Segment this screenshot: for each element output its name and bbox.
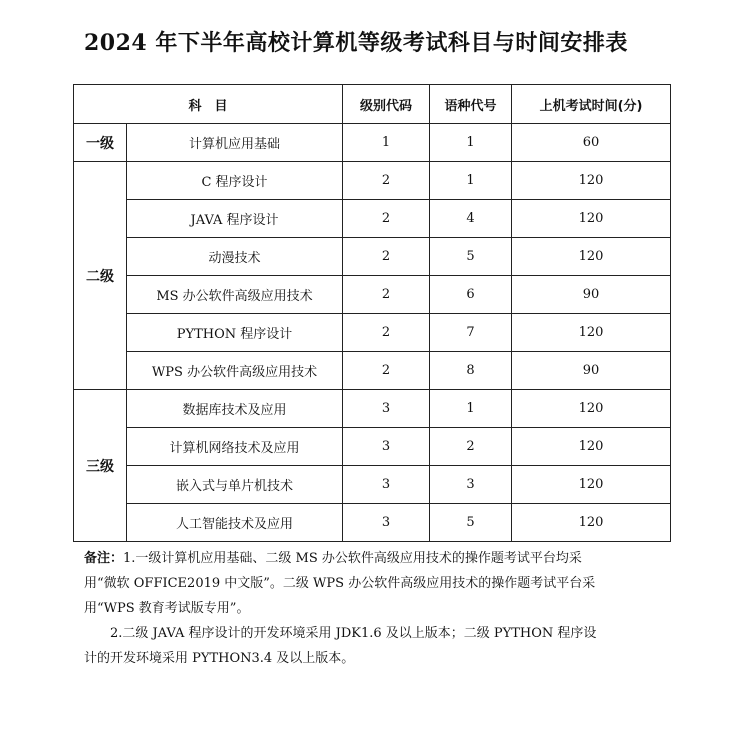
duration-cell: 120: [512, 162, 671, 200]
duration-cell: 120: [512, 238, 671, 276]
note-1-line-3: 用“WPS 教育考试版专用”。: [84, 601, 250, 616]
subject-cell: 计算机应用基础: [127, 124, 343, 162]
note-2-line-2: 计的开发环境采用 PYTHON3.4 及以上版本。: [84, 651, 355, 666]
note-2-line-1: 2.二级 JAVA 程序设计的开发环境采用 JDK1.6 及以上版本；二级 PYTHON 程序设: [110, 626, 597, 641]
header-subject: 科 目: [74, 85, 343, 124]
level-code-cell: 2: [343, 162, 430, 200]
note-1-text: 1.一级计算机应用基础、二级 MS 办公软件高级应用技术的操作题考试平台均采: [123, 551, 582, 566]
level-code-cell: 3: [343, 428, 430, 466]
lang-code-cell: 7: [430, 314, 512, 352]
subject-cell: 数据库技术及应用: [127, 390, 343, 428]
level-code-cell: 2: [343, 352, 430, 390]
lang-code-cell: 1: [430, 390, 512, 428]
lang-code-cell: 5: [430, 238, 512, 276]
lang-code-cell: 5: [430, 504, 512, 542]
subject-cell: JAVA 程序设计: [127, 200, 343, 238]
lang-code-cell: 3: [430, 466, 512, 504]
duration-cell: 90: [512, 352, 671, 390]
notes-section: [84, 546, 674, 671]
level-code-cell: 3: [343, 466, 430, 504]
duration-cell: 60: [512, 124, 671, 162]
table-row: [74, 238, 671, 276]
table-row: [74, 390, 671, 428]
subject-cell: 动漫技术: [127, 238, 343, 276]
table-row: [74, 352, 671, 390]
table-row: [74, 162, 671, 200]
subject-cell: PYTHON 程序设计: [127, 314, 343, 352]
subject-cell: 计算机网络技术及应用: [127, 428, 343, 466]
level-cell-2: 二级: [74, 162, 127, 390]
subject-cell: 嵌入式与单片机技术: [127, 466, 343, 504]
lang-code-cell: 8: [430, 352, 512, 390]
level-code-cell: 2: [343, 314, 430, 352]
duration-cell: 120: [512, 428, 671, 466]
lang-code-cell: 6: [430, 276, 512, 314]
duration-cell: 90: [512, 276, 671, 314]
header-level-code: 级别代码: [343, 85, 430, 124]
table-row: [74, 314, 671, 352]
page-title: 2024 年下半年高校计算机等级考试科目与时间安排表: [84, 30, 628, 56]
table-row: [74, 200, 671, 238]
table-row: [74, 276, 671, 314]
header-duration: 上机考试时间(分): [512, 85, 671, 124]
level-cell-1: 一级: [74, 124, 127, 162]
table-row: [74, 428, 671, 466]
level-code-cell: 2: [343, 238, 430, 276]
duration-cell: 120: [512, 314, 671, 352]
level-code-cell: 3: [343, 390, 430, 428]
table-row: [74, 466, 671, 504]
note-1-line-2: 用“微软 OFFICE2019 中文版”。二级 WPS 办公软件高级应用技术的操作题考试平台采: [84, 576, 596, 591]
subject-cell: C 程序设计: [127, 162, 343, 200]
lang-code-cell: 4: [430, 200, 512, 238]
level-code-cell: 3: [343, 504, 430, 542]
duration-cell: 120: [512, 504, 671, 542]
subject-cell: WPS 办公软件高级应用技术: [127, 352, 343, 390]
table-header-row: [74, 85, 671, 124]
lang-code-cell: 1: [430, 124, 512, 162]
lang-code-cell: 2: [430, 428, 512, 466]
level-code-cell: 2: [343, 276, 430, 314]
level-code-cell: 1: [343, 124, 430, 162]
notes-label: 备注：: [84, 551, 124, 566]
duration-cell: 120: [512, 466, 671, 504]
duration-cell: 120: [512, 390, 671, 428]
level-cell-3: 三级: [74, 390, 127, 542]
subject-cell: 人工智能技术及应用: [127, 504, 343, 542]
lang-code-cell: 1: [430, 162, 512, 200]
duration-cell: 120: [512, 200, 671, 238]
subject-cell: MS 办公软件高级应用技术: [127, 276, 343, 314]
level-code-cell: 2: [343, 200, 430, 238]
header-lang-code: 语种代号: [430, 85, 512, 124]
table-row: [74, 504, 671, 542]
note-1-line-1: [84, 546, 674, 571]
exam-schedule-table: [73, 84, 671, 542]
table-row: [74, 124, 671, 162]
